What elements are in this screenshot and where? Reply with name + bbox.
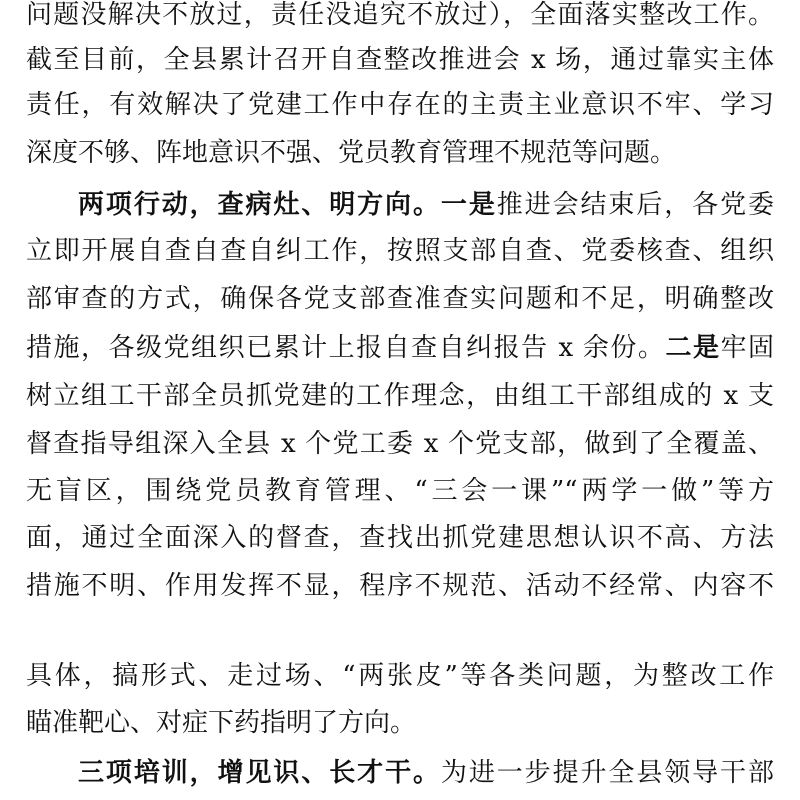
section-heading-line-three-trainings	[78, 753, 774, 793]
line-text: 为进一步提升全县领导干部	[440, 758, 774, 788]
line-text: 瞄准靶心、对症下药指明了方向。	[26, 708, 417, 738]
second-marker: 二是	[665, 333, 721, 363]
line-text: 深度不够、阵地意识不强、党员教育管理不规范等问题。	[26, 138, 677, 168]
paragraph-line-1	[26, 0, 774, 35]
line-text: 具体，搞形式、走过场、“两张皮”等各类问题，为整改工作	[26, 661, 774, 691]
section-heading-three-trainings: 三项培训，增见识、长才干。	[78, 758, 441, 788]
paragraph-line-7	[26, 279, 774, 319]
first-marker: 一是	[440, 190, 497, 220]
paragraph-line-10	[26, 424, 774, 464]
line-text: 面，通过全面深入的督查，查找出抓党建思想认识不高、方法	[26, 523, 774, 553]
line-text: 措施，各级党组织已累计上报自查自纠报告 x 余份。	[26, 333, 666, 363]
line-text: 无盲区，围绕党员教育管理、“三会一课”“两学一做”等方	[26, 476, 774, 506]
line-text: 督查指导组深入全县 x 个党工委 x 个党支部，做到了全覆盖、	[26, 429, 774, 459]
paragraph-line-13	[26, 566, 774, 606]
line-text: 牢固	[720, 333, 774, 363]
paragraph-line-8	[26, 328, 774, 368]
paragraph-line-4	[26, 133, 774, 173]
line-text: 推进会结束后，各党委	[496, 190, 774, 220]
line-text: 问题没解决不放过，责任没追究不放过），全面落实整改工作。	[26, 0, 774, 30]
paragraph-line-3	[26, 85, 774, 125]
paragraph-line-15	[26, 703, 774, 743]
paragraph-line-14	[26, 656, 774, 696]
paragraph-line-9	[26, 376, 774, 416]
paragraph-line-6	[26, 231, 774, 271]
line-text: 截至目前，全县累计召开自查整改推进会 x 场，通过靠实主体	[26, 45, 774, 75]
line-text: 责任，有效解决了党建工作中存在的主责主业意识不牢、学习	[26, 90, 774, 120]
section-heading-line-two-actions	[78, 185, 774, 225]
paragraph-line-12	[26, 518, 774, 558]
line-text: 立即开展自查自查自纠工作，按照支部自查、党委核查、组织	[26, 236, 774, 266]
line-text: 树立组工干部全员抓党建的工作理念，由组工干部组成的 x 支	[26, 381, 774, 411]
paragraph-line-2	[26, 40, 774, 80]
line-text: 措施不明、作用发挥不显，程序不规范、活动不经常、内容不	[26, 571, 774, 601]
paragraph-line-11	[26, 471, 774, 511]
line-text: 部审查的方式，确保各党支部查准查实问题和不足，明确整改	[26, 284, 774, 314]
section-heading-two-actions: 两项行动，查病灶、明方向。	[78, 190, 441, 220]
